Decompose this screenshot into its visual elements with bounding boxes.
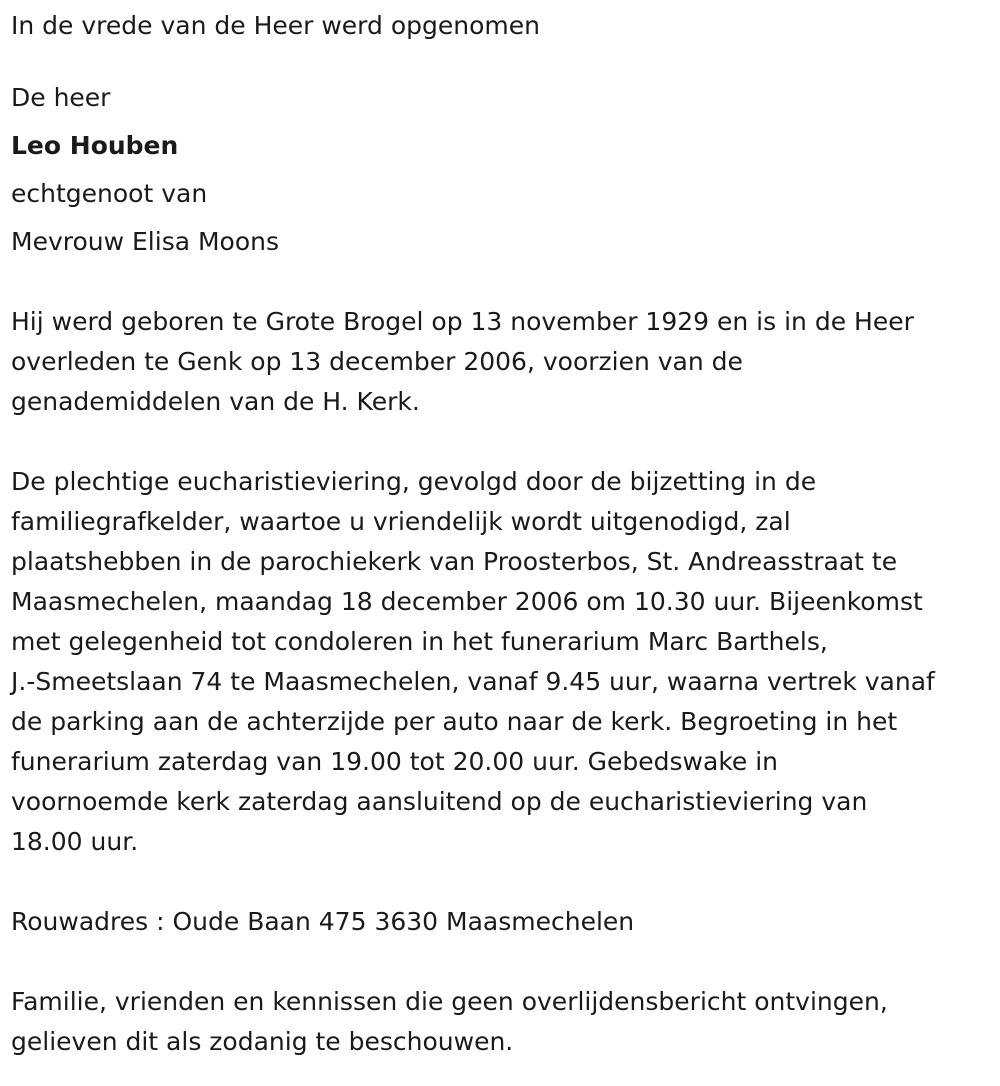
intro-text: In de vrede van de Heer werd opgenomen (11, 11, 540, 40)
spouse-name: Mevrouw Elisa Moons (11, 227, 280, 256)
paragraph-line: voornoemde kerk zaterdag aansluitend op de eucharistieviering van (11, 787, 868, 816)
mourning-address: Rouwadres : Oude Baan 475 3630 Maasmechelen (11, 907, 635, 936)
paragraph-line: Maasmechelen, maandag 18 december 2006 om 10.30 uur. Bijeenkomst (11, 587, 923, 616)
relation-text: echtgenoot van (11, 179, 208, 208)
paragraph-line: plaatshebben in de parochiekerk van Proosterbos, St. Andreasstraat te (11, 547, 898, 576)
deceased-name: Leo Houben (11, 131, 179, 160)
paragraph-line: J.-Smeetslaan 74 te Maasmechelen, vanaf 9.45 uur, waarna vertrek vanaf (11, 667, 935, 696)
paragraph-line: Hij werd geboren te Grote Brogel op 13 november 1929 en is in de Heer (11, 307, 914, 336)
salutation: De heer (11, 83, 111, 112)
paragraph-line: 18.00 uur. (11, 827, 139, 856)
paragraph-line: de parking aan de achterzijde per auto naar de kerk. Begroeting in het (11, 707, 898, 736)
paragraph-line: overleden te Genk op 13 december 2006, voorzien van de (11, 347, 743, 376)
paragraph-line: met gelegenheid tot condoleren in het funerarium Marc Barthels, (11, 627, 828, 656)
birth-death-paragraph (11, 302, 988, 422)
ceremony-paragraph (11, 462, 988, 862)
paragraph-line: funerarium zaterdag van 19.00 tot 20.00 uur. Gebedswake in (11, 747, 779, 776)
paragraph-line: gelieven dit als zodanig te beschouwen. (11, 1027, 514, 1056)
closing-paragraph (11, 982, 988, 1062)
paragraph-line: Familie, vrienden en kennissen die geen overlijdensbericht ontvingen, (11, 987, 888, 1016)
paragraph-line: familiegrafkelder, waartoe u vriendelijk wordt uitgenodigd, zal (11, 507, 791, 536)
paragraph-line: De plechtige eucharistieviering, gevolgd door de bijzetting in de (11, 467, 817, 496)
paragraph-line: genademiddelen van de H. Kerk. (11, 387, 420, 416)
